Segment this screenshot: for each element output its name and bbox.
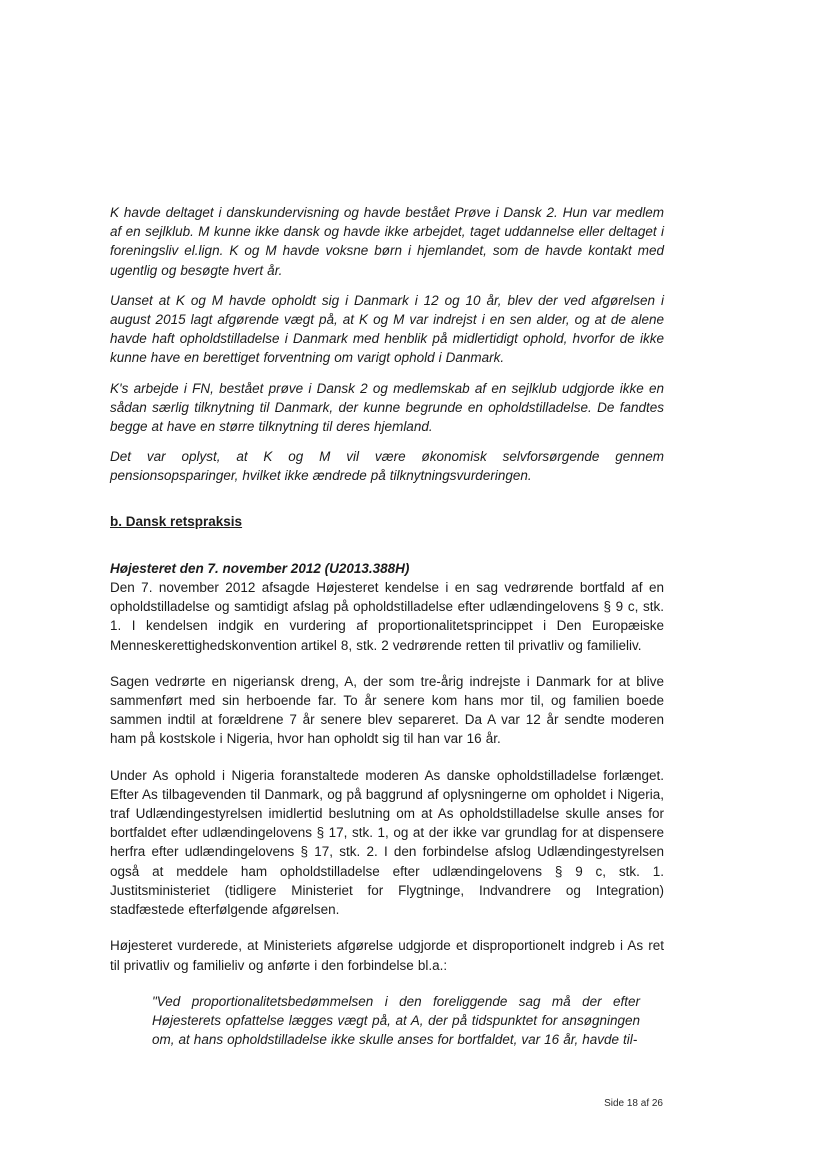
page-content	[110, 203, 664, 1049]
intro-paragraph-1: K havde deltaget i danskundervisning og havde bestået Prøve i Dansk 2. Hun var medlem af en sejlklub. M kunne ikke dansk og havde ikke arbejdet, taget uddannelse eller deltaget i foreningsliv el.lign. K og M havde voksne børn i hjemlandet, som de havde kontakt med ugentlig og besøgte hvert år.	[110, 205, 664, 278]
intro-paragraph-2: Uanset at K og M havde opholdt sig i Danmark i 12 og 10 år, blev der ved afgørelsen i august 2015 lagt afgørende vægt på, at K og M var indrejst i en sen alder, og at de alene havde haft opholdstilladelse i Danmark med henblik på midlertidigt ophold, hvorfor de ikke kunne have en berettiget forventning om varigt ophold i Danmark.	[110, 292, 664, 366]
body-paragraph-3: Under As ophold i Nigeria foranstaltede moderen As danske opholdstilladelse forlænget. Efter As tilbagevenden til Danmark, og på baggrund af oplysningerne om opholdet i Nigeria, traf Udlændingestyrelsen imidlertid beslutning om at As opholdstilladelse skulle anses for bortfaldet efter udlændingelovens § 17, stk. 1, og at der ikke var grundlag for at dispensere herfra efter udlændingelovens § 17, stk. 2. I den forbindelse afslog Udlændingestyrelsen også at meddele ham opholdstilladelse efter udlændingelovens § 9 c, stk. 1. Justitsministeriet (tidligere Ministeriet for Flygtninge, Indvandrere og Integration) stadfæstede efterfølgende afgørelsen.	[110, 767, 664, 918]
intro-paragraph-4: Det var oplyst, at K og M vil være økonomisk selvforsørgende gennem pensionsopsparinger, hvilket ikke ændrede på tilknytningsvurderingen.	[110, 449, 664, 484]
quote-paragraph: "Ved proportionalitetsbedømmelsen i den foreliggende sag må der efter Højesterets opfattelse lægges vægt på, at A, der på tidspunktet for ansøgningen om, at hans opholdstilladelse ikke skulle anses for bortfaldet, var 16 år, havde til-	[152, 993, 640, 1048]
page-number: Side 18 af 26	[604, 1098, 663, 1109]
case-heading: Højesteret den 7. november 2012 (U2013.388H)	[110, 560, 410, 576]
section-heading: b. Dansk retspraksis	[110, 513, 243, 529]
body-paragraph-2: Sagen vedrørte en nigeriansk dreng, A, der som tre-årig indrejste i Danmark for at blive sammenført med sin herboende far. To år senere kom hans mor til, og familien boede sammen indtil at forældrene 7 år senere blev separeret. Da A var 12 år sendte moderen ham på kostskole i Nigeria, hvor han opholdt sig til han var 16 år.	[110, 673, 664, 747]
body-paragraph-4: Højesteret vurderede, at Ministeriets afgørelse udgjorde et disproportionelt indgreb i As ret til privatliv og familieliv og anførte i den forbindelse bl.a.:	[110, 938, 664, 973]
intro-paragraph-3: K's arbejde i FN, bestået prøve i Dansk 2 og medlemskab af en sejlklub udgjorde ikke en sådan særlig tilknytning til Danmark, der kunne begrunde en opholdstilladelse. De fandtes begge at have en større tilknytning til deres hjemland.	[110, 380, 664, 435]
body-paragraph-1: Den 7. november 2012 afsagde Højesteret kendelse i en sag vedrørende bortfald af en opholdstilladelse og samtidigt afslag på opholdstilladelse efter udlændingelovens § 9 c, stk. 1. I kendelsen indgik en vurdering af proportionalitetsprincippet i Den Europæiske Menneskerettighedskonvention artikel 8, stk. 2 vedrørende retten til privatliv og familieliv.	[110, 580, 664, 653]
